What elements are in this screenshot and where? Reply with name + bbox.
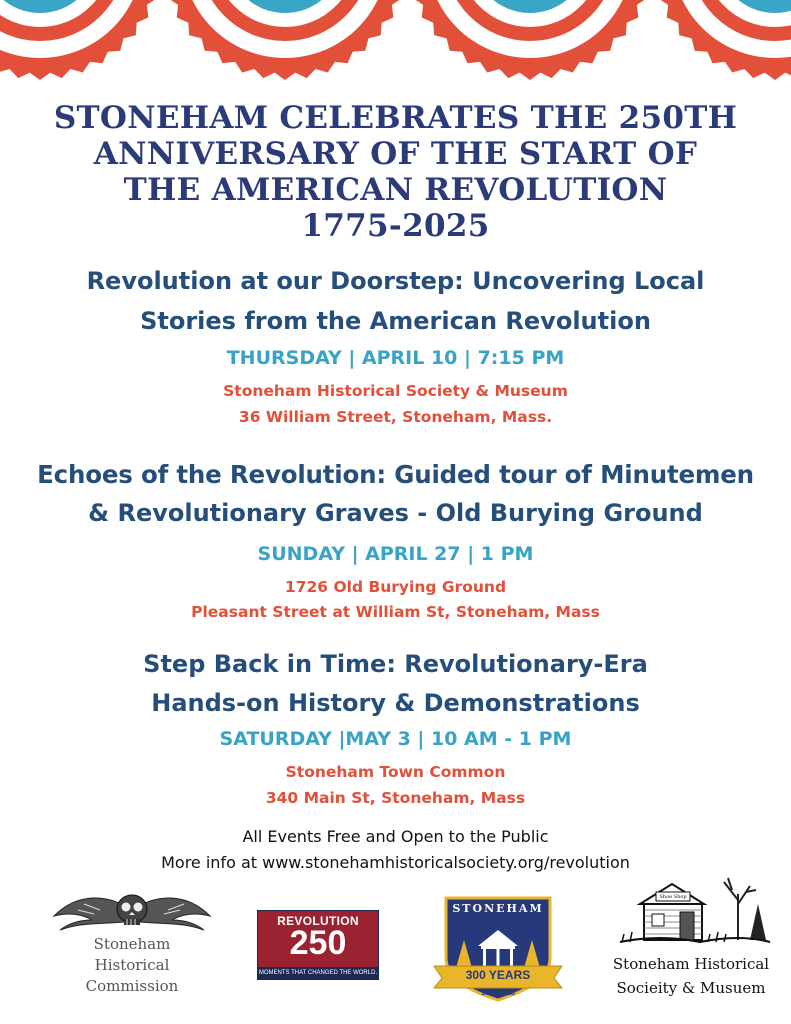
event-title: Step Back in Time: Revolutionary-Era <box>143 650 648 678</box>
event-location: Stoneham Town Common <box>285 763 506 781</box>
title-line: THE AMERICAN REVOLUTION <box>123 172 668 208</box>
society-label: Stoneham Historical <box>612 955 770 973</box>
stoneham-years: 1725-2025 <box>481 990 515 997</box>
commission-label: Stoneham <box>93 935 171 953</box>
shoe-shop-sign: Shoe Shop <box>659 894 687 900</box>
footer-free-line: All Events Free and Open to the Public <box>242 827 549 846</box>
event-location: 1726 Old Burying Ground <box>284 578 507 596</box>
event-title: Hands-on History & Demonstrations <box>151 689 640 717</box>
event-title: Stories from the American Revolution <box>140 307 651 335</box>
event-date: SUNDAY | APRIL 27 | 1 PM <box>257 543 534 565</box>
title-line: STONEHAM CELEBRATES THE 250TH <box>53 100 738 136</box>
event-address: 36 William Street, Stoneham, Mass. <box>238 408 553 426</box>
commission-label: Historical <box>94 956 170 974</box>
title-line: ANNIVERSARY OF THE START OF <box>93 136 698 172</box>
revolution-250-logo <box>257 910 379 980</box>
event-date: SATURDAY |MAY 3 | 10 AM - 1 PM <box>219 728 572 750</box>
page-title <box>0 100 791 244</box>
society-logo <box>600 864 782 1004</box>
event-location: Stoneham Historical Society & Museum <box>223 382 568 400</box>
commission-logo <box>48 890 216 1010</box>
society-label: Socieity & Musuem <box>616 979 766 997</box>
event-date: THURSDAY | APRIL 10 | 7:15 PM <box>226 347 565 369</box>
stoneham-banner-text: 300 YEARS <box>465 968 531 982</box>
footer-url-line: More info at www.stonehamhistoricalsociety.org/revolution <box>161 853 630 872</box>
event-address: 340 Main St, Stoneham, Mass <box>265 789 526 807</box>
event-address: Pleasant Street at William St, Stoneham, Mass <box>191 603 600 621</box>
shoe-shop-icon <box>600 864 782 948</box>
event-title: Echoes of the Revolution: Guided tour of Minutemen <box>37 460 754 489</box>
commission-label: Commission <box>85 977 179 995</box>
rev250-tagline: MOMENTS THAT CHANGED THE WORLD. <box>258 967 378 979</box>
bunting-decoration <box>0 0 791 90</box>
rev250-number: 250 <box>289 924 347 962</box>
title-line: 1775-2025 <box>301 208 490 244</box>
event-title: & Revolutionary Graves - Old Burying Ground <box>88 499 703 527</box>
stoneham-300-logo <box>428 888 568 1004</box>
event-title: Revolution at our Doorstep: Uncovering Local <box>86 267 705 295</box>
rev250-heading: REVOLUTION <box>277 914 359 928</box>
winged-skull-icon <box>48 890 216 936</box>
stoneham-arc-text: STONEHAM <box>452 902 544 915</box>
